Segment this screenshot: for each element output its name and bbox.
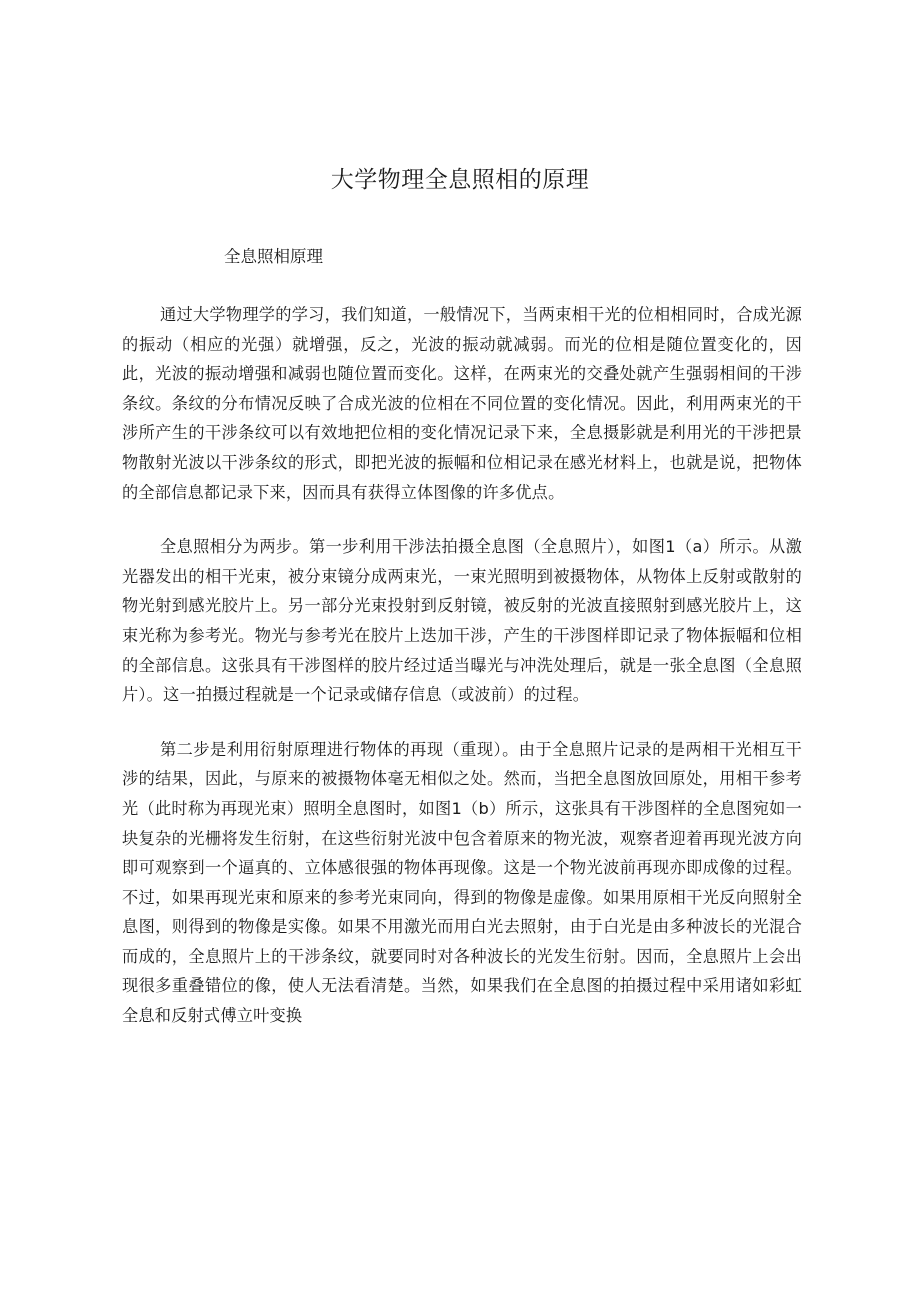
paragraph-1: 通过大学物理学的学习，我们知道，一般情况下，当两束相干光的位相相同时，合成光源的振动（相应的光强）就增强，反之，光波的振动就减弱。而光的位相是随位置变化的，因此，光波的振动增强和减弱也随位置而变化。这样，在两束光的交叠处就产生强弱相间的干涉条纹。条纹的分布情况反映了合成光波的位相在不同位置的变化情况。因此，利用两束光的干涉所产生的干涉条纹可以有效地把位相的变化情况记录下来，全息摄影就是利用光的干涉把景物散射光波以干涉条纹的形式，即把光波的振幅和位相记录在感光材料上，也就是说，把物体的全部信息都记录下来，因而具有获得立体图像的许多优点。 — [122, 305, 802, 502]
paragraph-2: 全息照相分为两步。第一步利用干涉法拍摄全息图（全息照片），如图1（a）所示。从激光器发出的相干光束，被分束镜分成两束光，一束光照明到被摄物体，从物体上反射或散射的物光射到感光胶片上。另一部分光束投射到反射镜，被反射的光波直接照射到感光胶片上，这束光称为参考光。物光与参考光在胶片上迭加干涉，产生的干涉图样即记录了物体振幅和位相的全部信息。这张具有干涉图样的胶片经过适当曝光与冲洗处理后，就是一张全息图（全息照片）。这一拍摄过程就是一个记录或储存信息（或波前）的过程。 — [122, 537, 802, 705]
paragraph-3: 第二步是利用衍射原理进行物体的再现（重现）。由于全息照片记录的是两相干光相互干涉的结果，因此，与原来的被摄物体毫无相似之处。然而，当把全息图放回原处，用相干参考光（此时称为再现光束）照明全息图时，如图1（b）所示，这张具有干涉图样的全息图宛如一块复杂的光栅将发生衍射，在这些衍射光波中包含着原来的物光波，观察者迎着再现光波方向即可观察到一个逼真的、立体感很强的物体再现像。这是一个物光波前再现亦即成像的过程。不过，如果再现光束和原来的参考光束同向，得到的物像是虚像。如果用原相干光反向照射全息图，则得到的物像是实像。如果不用激光而用白光去照射，由于白光是由多种波长的光混合而成的，全息照片上的干涉条纹，就要同时对各种波长的光发生衍射。因而，全息照片上会出现很多重叠错位的像，使人无法看清楚。当然，如果我们在全息图的拍摄过程中采用诸如彩虹全息和反射式傅立叶变换 — [122, 739, 802, 1026]
page-title: 大学物理全息照相的原理 — [330, 167, 590, 193]
document-body — [122, 300, 802, 1056]
section-heading: 全息照相原理 — [224, 247, 323, 266]
